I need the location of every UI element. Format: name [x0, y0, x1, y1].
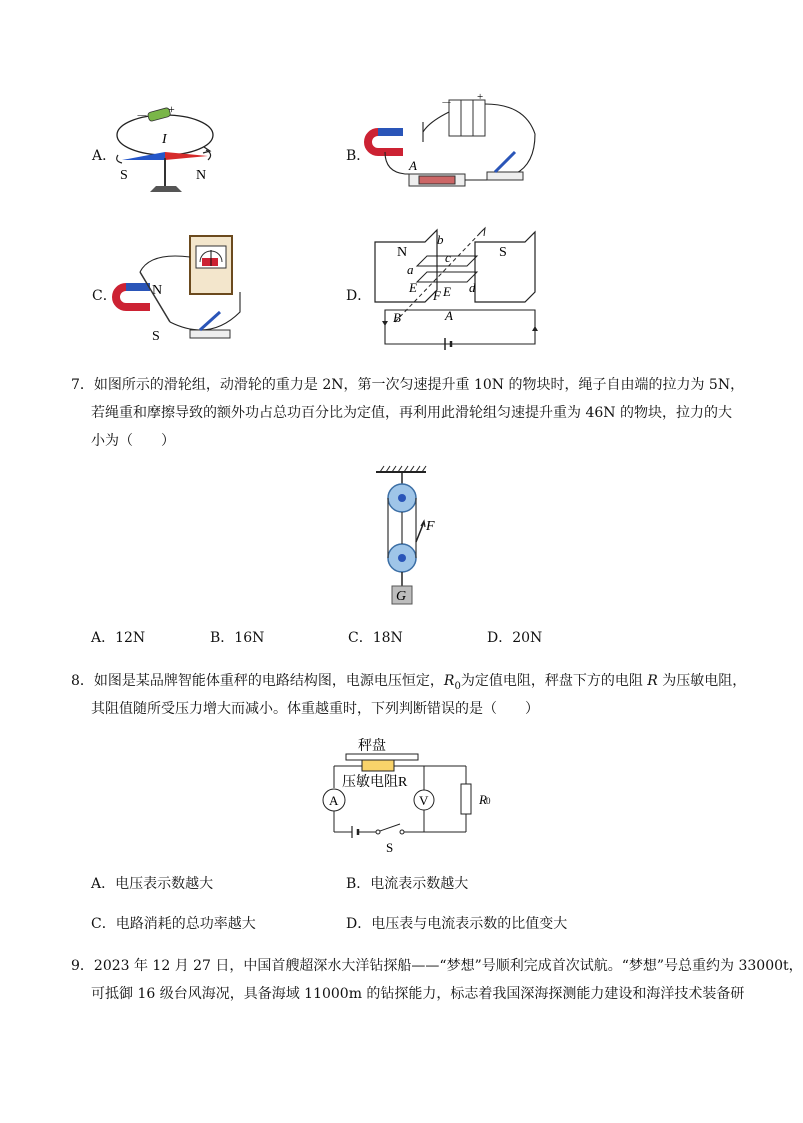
svg-text:N: N [397, 245, 408, 260]
q8-option-a: A．电压表示数越大 [91, 876, 214, 892]
svg-text:+: + [168, 102, 175, 116]
svg-text:A: A [329, 793, 339, 808]
q8-option-b: B．电流表示数越大 [346, 876, 469, 892]
option-b-label: B． [346, 148, 371, 164]
option-c-label: C． [92, 288, 117, 304]
motor-circuit-figure [365, 92, 535, 192]
q7-text-line3: 小为（ ） [91, 433, 175, 449]
option-d-label: D． [346, 288, 372, 304]
scale-circuit-figure [316, 734, 487, 856]
svg-text:A: A [445, 308, 453, 323]
compass-coil-figure [110, 100, 220, 200]
pulley-figure [372, 466, 452, 608]
svg-text:N: N [196, 168, 207, 183]
q7-option-b: B．16N [210, 630, 265, 646]
q9-text-line2: 可抵御 16 级台风海况，具备海域 11000m 的钻探能力，标志着我国深海探测能力建设和海洋技术装备研 [91, 986, 745, 1002]
svg-text:A: A [409, 158, 417, 173]
svg-text:c: c [445, 250, 451, 265]
svg-text:B: B [393, 310, 401, 325]
q7-text-line2: 若绳重和摩擦导致的额外功占总功百分比为定值，再利用此滑轮组匀速提升重为 46N 的物块，拉力的大 [91, 405, 732, 421]
svg-text:G: G [396, 589, 407, 604]
svg-text:－: － [441, 97, 452, 109]
svg-text:I: I [162, 132, 167, 147]
q8-option-c: C．电路消耗的总功率越大 [91, 916, 256, 932]
svg-text:b: b [437, 232, 444, 247]
svg-text:E: E [409, 280, 417, 295]
svg-text:S: S [120, 168, 128, 183]
generator-galvanometer-figure [110, 232, 240, 347]
svg-text:F: F [426, 519, 435, 534]
svg-text:+: + [477, 91, 484, 103]
svg-text:压敏电阻R: 压敏电阻R [342, 775, 408, 790]
svg-text:a: a [407, 262, 414, 277]
magnet-loop-figure [365, 222, 540, 354]
svg-text:－: － [136, 109, 149, 123]
svg-text:N: N [152, 283, 163, 298]
q7-option-c: C．18N [348, 630, 403, 646]
svg-text:S: S [152, 329, 160, 344]
q7-option-a: A．12N [91, 630, 146, 646]
svg-text:F: F [433, 288, 441, 303]
q8-text-line1: 8．如图是某品牌智能体重秤的电路结构图，电源电压恒定，$R_0$为定值电阻，秤盘下方的电阻 R 为压敏电阻， [71, 673, 747, 692]
svg-text:S: S [386, 840, 394, 855]
svg-text:E: E [443, 284, 451, 299]
q8-text-line2: 其阻值随所受压力增大而减小。体重越重时，下列判断错误的是（ ） [91, 701, 539, 717]
option-a-label: A． [92, 148, 117, 164]
svg-text:S: S [499, 245, 507, 260]
q7-text-line1: 7．如图所示的滑轮组，动滑轮的重力是 2N，第一次匀速提升重 10N 的物块时，绳子自由端的拉力为 5N， [71, 377, 745, 393]
r0-subscript: 0 [486, 796, 491, 806]
q9-text-line1: 9．2023 年 12 月 27 日，中国首艘超深水大洋钻探船——“梦想”号顺利完成首次试航。“梦想”号总重约为 33000t， [71, 958, 803, 974]
svg-text:秤盘: 秤盘 [358, 739, 386, 754]
q8-option-d: D．电压表与电流表示数的比值变大 [346, 916, 568, 932]
svg-text:R: R [479, 792, 487, 807]
svg-text:d: d [469, 280, 476, 295]
q7-option-d: D．20N [487, 630, 543, 646]
svg-text:V: V [419, 793, 429, 808]
